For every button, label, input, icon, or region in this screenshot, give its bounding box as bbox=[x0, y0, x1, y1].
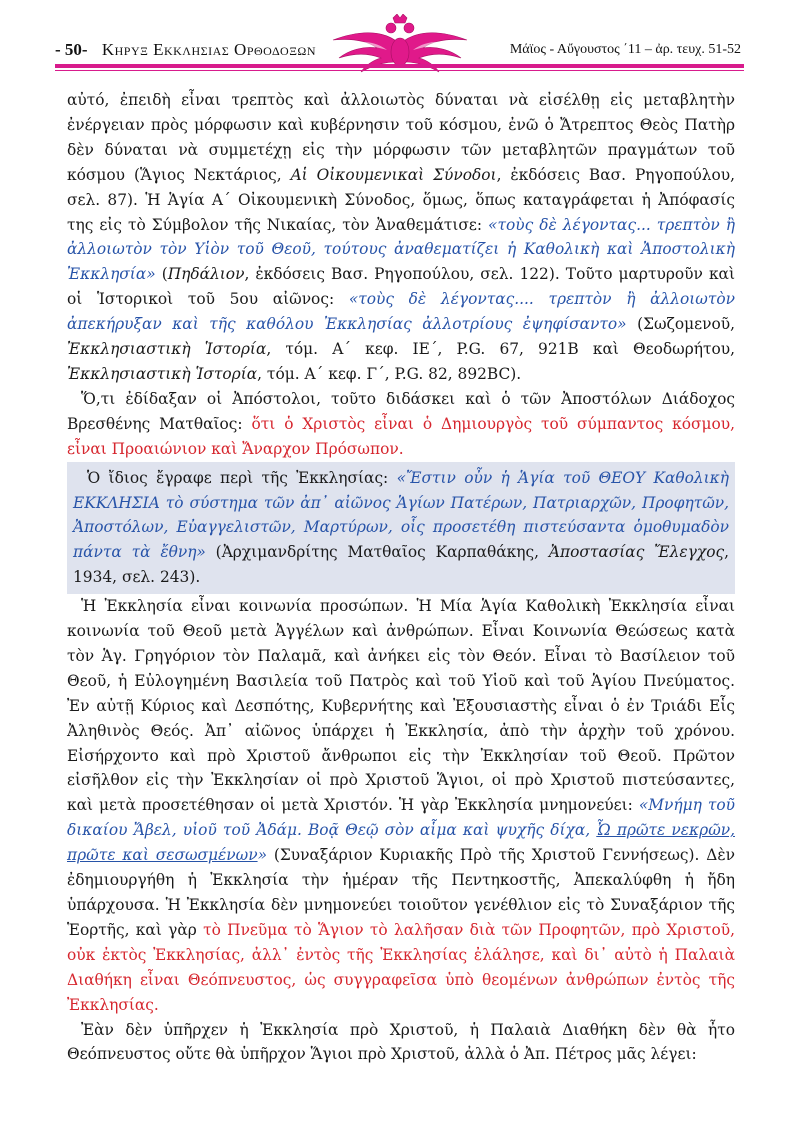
red-emphasis: ὅτι ὁ Χριστὸς εἶναι ὁ Δημιουργὸς τοῦ σύμπαντος κόσμου, εἶναι Προαιώνιον καὶ Ἄναρχον Πρόσωπον. bbox=[67, 414, 735, 458]
quote-historians: «τοὺς δὲ λέγοντας.... τρεπτὸν ἢ ἀλλοιωτὸν ἀπεκήρυξαν καὶ τῆς καθόλου Ἐκκλησίας ἀλλοτρίους ἐψηφίσαντο» bbox=[67, 290, 735, 334]
article-body bbox=[67, 88, 735, 1067]
header-rule-thin bbox=[55, 70, 744, 71]
header-left bbox=[55, 40, 316, 60]
quote-matthew: «Ἔστιν οὖν ἡ Ἁγία τοῦ ΘΕΟΥ Καθολικὴ ΕΚΚΛΗΣΙΑ τὸ σύστημα τῶν ἀπ᾽ αἰῶνος Ἁγίων Πατέρων, Πατριαρχῶν, Προφητῶν, Ἀποστόλων, Εὐαγγελιστῶν, Μαρτύρων, οἷς προσετέθη πιστεύσαντα ὁμοθυμαδὸν πάντα τὰ ἔθνη» bbox=[73, 468, 729, 562]
page-number: - 50- bbox=[55, 40, 88, 59]
paragraph-2: Ὅ,τι ἐδίδαξαν οἱ Ἀπόστολοι, τοῦτο διδάσκει καὶ ὁ τῶν Ἀποστόλων Διάδοχος Βρεσθένης Ματθαῖος: ὅτι ὁ Χριστὸς εἶναι ὁ Δημιουργὸς τοῦ σύμπαντος κόσμου, εἶναι Προαιώνιον καὶ Ἄναρχον Πρόσωπον. bbox=[67, 389, 735, 458]
quote-abel: «Μνήμη τοῦ δικαίου Ἄβελ, υἱοῦ τοῦ Ἀδάμ. Βοᾷ Θεῷ σὸν αἷμα καὶ ψυχῆς δίχα, bbox=[67, 796, 735, 840]
issue-info: Μάϊος - Αὔγουστος ΄11 – ἀρ. τευχ. 51-52 bbox=[509, 42, 741, 57]
paragraph-5: Ἐὰν δὲν ὑπῆρχεν ἡ Ἐκκλησία πρὸ Χριστοῦ, ἡ Παλαιὰ Διαθήκη δὲν θὰ ἦτο Θεόπνευστος οὔτε θὰ ὑπῆρχον Ἅγιοι πρὸ Χριστοῦ, ἀλλὰ ὁ Ἀπ. Πέτρος μᾶς λέγει: bbox=[67, 1020, 735, 1064]
magazine-title: Κηρυξ Εκκλησιας Ορθοδοξων bbox=[101, 40, 316, 59]
red-emphasis-spirit: τὸ Πνεῦμα τὸ Ἅγιον τὸ λαλῆσαν διὰ τῶν Προφητῶν, πρὸ Χριστοῦ, οὐκ ἐκτὸς Ἐκκλησίας, ἀλλ᾽ ἐντὸς τῆς Ἐκκλησίας ἐλάλησε, καὶ δι᾽ αὐτὸ ἡ Παλαιὰ Διαθήκη εἶναι Θεόπνευστος, ὡς συγγραφεῖσα ὑπὸ θεομένων ἀνθρώπων ἐντὸς τῆς Ἐκκλησίας. bbox=[67, 920, 735, 1014]
quote-abel-underlined: Ὦ πρῶτε νεκρῶν, πρῶτε καὶ σεσωσμένων bbox=[67, 821, 735, 865]
page-header bbox=[0, 0, 799, 80]
paragraph-1: αὐτό, ἐπειδὴ εἶναι τρεπτὸς καὶ ἀλλοιωτὸς δύναται νὰ εἰσέλθῃ εἰς μεταβλητὴν ἐνέργειαν πρὸς μόρφωσιν καὶ κυβέρνησιν τοῦ κόσμου, ἐνῶ ὁ Ἄτρεπτος Θεὸς Πατὴρ δὲν δύναται νὰ συμμετέχῃ εἰς τὴν μόρφωσιν τῶν μεταβλητῶν πραγμάτων τοῦ κόσμου (Ἅγιος Νεκτάριος, Αἱ Οἰκουμενικαὶ Σύνοδοι, ἐκδόσεις Βασ. Ρηγοπούλου, σελ. 87). Ἡ Ἁγία Α΄ Οἰκουμενικὴ Σύνοδος, ὅμως, ὅπως καταγράφεται ἡ Ἀπόφασίς της εἰς τὸ Σύμβολον τῆς Νικαίας, τὸν Ἀναθεμάτισε: «τοὺς δὲ λέγοντας... τρεπτὸν ἢ ἀλλοιωτὸν τὸν Υἱὸν τοῦ Θεοῦ, τούτους ἀναθεματίζει ἡ Καθολικὴ καὶ Ἀποστολικὴ Ἐκκλησία» (Πηδάλιον, ἐκδόσεις Βασ. Ρηγοπούλου, σελ. 122). Τοῦτο μαρτυροῦν καὶ οἱ Ἱστορικοὶ τοῦ 5ου αἰῶνος: «τοὺς δὲ λέγοντας.... τρεπτὸν ἢ ἀλλοιωτὸν ἀπεκήρυξαν καὶ τῆς καθόλου Ἐκκλησίας ἀλλοτρίους ἐψηφίσαντο» (Σωζομενοῦ, Ἐκκλησιαστικὴ Ἱστορία, τόμ. Α΄ κεφ. ΙΕ΄, P.G. 67, 921B καὶ Θεοδωρήτου, Ἐκκλησιαστικὴ Ἱστορία, τόμ. Α΄ κεφ. Γ΄, P.G. 82, 892BC). bbox=[67, 91, 736, 383]
highlighted-paragraph: Ὁ ἴδιος ἔγραφε περὶ τῆς Ἐκκλησίας: «Ἔστιν οὖν ἡ Ἁγία τοῦ ΘΕΟΥ Καθολικὴ ΕΚΚΛΗΣΙΑ τὸ σύστημα τῶν ἀπ᾽ αἰῶνος Ἁγίων Πατέρων, Πατριαρχῶν, Προφητῶν, Ἀποστόλων, Εὐαγγελιστῶν, Μαρτύρων, οἷς προσετέθη πιστεύσαντα ὁμοθυμαδὸν πάντα τὰ ἔθνη» (Ἀρχιμανδρίτης Ματθαῖος Καρπαθάκης, Ἀποστασίας Ἔλεγχος, 1934, σελ. 243). bbox=[67, 462, 735, 595]
quote-nicaea: «τοὺς δὲ λέγοντας... τρεπτὸν ἢ ἀλλοιωτὸν τὸν Υἱὸν τοῦ Θεοῦ, τούτους ἀναθεματίζει ἡ Καθολικὴ καὶ Ἀποστολικὴ Ἐκκλησία» bbox=[67, 215, 735, 284]
header-rule bbox=[55, 64, 744, 68]
paragraph-4: Ἡ Ἐκκλησία εἶναι κοινωνία προσώπων. Ἡ Μία Ἁγία Καθολικὴ Ἐκκλησία εἶναι κοινωνία τοῦ Θεοῦ μετὰ Ἀγγέλων καὶ ἀνθρώπων. Εἶναι Κοινωνία Θεώσεως κατὰ τὸν Ἁγ. Γρηγόριον τὸν Παλαμᾶ, καὶ ἀνήκει εἰς τὸν Θεόν. Εἶναι τὸ Βασίλειον τοῦ Θεοῦ, ἡ Εὐλογημένη Βασιλεία τοῦ Πατρὸς καὶ τοῦ Υἱοῦ καὶ τοῦ Ἁγίου Πνεύματος. Ἐν αὐτῇ Κύριος καὶ Δεσπότης, Κυβερνήτης καὶ Ἐξουσιαστὴς εἶναι ὁ ἐν Τριάδι Εἷς Ἀληθινὸς Θεός. Ἀπ᾽ αἰῶνος ὑπάρχει ἡ Ἐκκλησία, ἀπὸ τὴν ἀρχὴν τοῦ χρόνου. Εἰσήρχοντο καὶ πρὸ Χριστοῦ ἄνθρωποι εἰς τὴν Ἐκκλησίαν τοῦ Θεοῦ. Πρῶτον εἰσῆλθον εἰς τὴν Ἐκκλησίαν οἱ πρὸ Χριστοῦ Ἅγιοι, οἱ πρὸ Χριστοῦ πιστεύσαντες, καὶ μετὰ προσετέθησαν οἱ μετὰ Χριστόν. Ἡ γὰρ Ἐκκλησία μνημονεύει: «Μνήμη τοῦ δικαίου Ἄβελ, υἱοῦ τοῦ Ἀδάμ. Βοᾷ Θεῷ σὸν αἷμα καὶ ψυχῆς δίχα, Ὦ πρῶτε νεκρῶν, πρῶτε καὶ σεσωσμένων» (Συναξάριον Κυριακῆς Πρὸ τῆς Χριστοῦ Γεννήσεως). Δὲν ἐδημιουργήθη ἡ Ἐκκλησία τὴν ἡμέραν τῆς Πεντηκοστῆς, Ἀπεκαλύφθη ἡ ἤδη ὑπάρχουσα. Ἡ Ἐκκλησία δὲν μνημονεύει τοιοῦτον γενέθλιον εἰς τὸ Συναξάριον τῆς Ἑορτῆς, καὶ γὰρ τὸ Πνεῦμα τὸ Ἅγιον τὸ λαλῆσαν διὰ τῶν Προφητῶν, πρὸ Χριστοῦ, οὐκ ἐκτὸς Ἐκκλησίας, ἀλλ᾽ ἐντὸς τῆς Ἐκκλησίας ἐλάλησε, καὶ δι᾽ αὐτὸ ἡ Παλαιὰ Διαθήκη εἶναι Θεόπνευστος, ὡς συγγραφεῖσα ὑπὸ θεομένων ἀνθρώπων ἐντὸς τῆς Ἐκκλησίας. bbox=[67, 597, 735, 1014]
